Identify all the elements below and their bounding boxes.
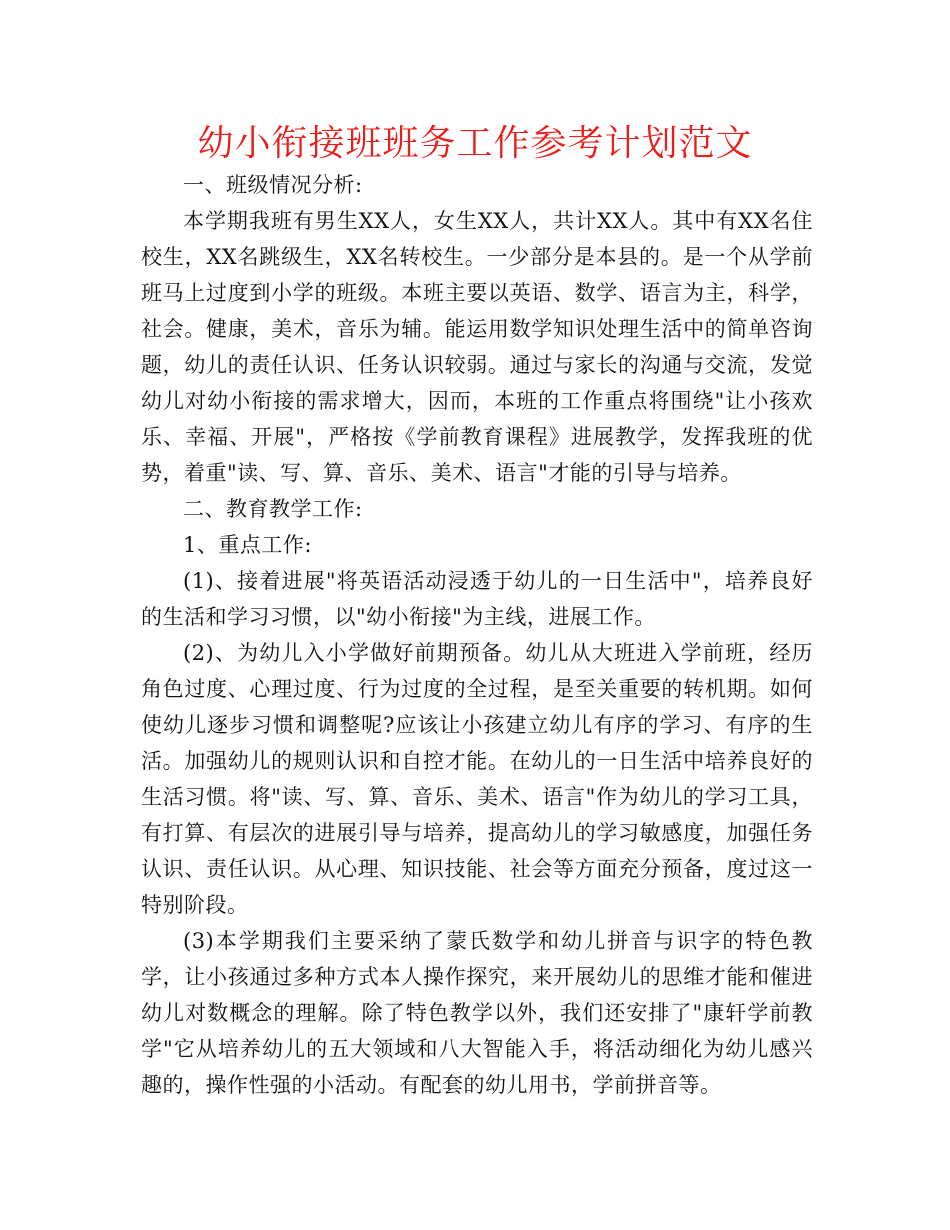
document-body [141, 167, 813, 1103]
section-heading-teaching-work: 二、教育教学工作: [183, 497, 363, 521]
paragraph-item-2: (2)、为幼儿入小学做好前期预备。幼儿从大班进入学前班，经历角色过度、心理过度、行为过度的全过程，是至关重要的转机期。如何使幼儿逐步习惯和调整呢?应该让小孩建立幼儿有序的学习、有序的生活。加强幼儿的规则认识和自控才能。在幼儿的一日生活中培养良好的生活习惯。将"读、写、算、音乐、美术、语言"作为幼儿的学习工具，有打算、有层次的进展引导与培养，提高幼儿的学习敏感度，加强任务认识、责任认识。从心理、知识技能、社会等方面充分预备，度过这一特别阶段。 [141, 641, 813, 917]
section-heading-class-analysis: 一、班级情况分析: [183, 173, 363, 197]
paragraph-item-3: (3)本学期我们主要采纳了蒙氏数学和幼儿拼音与识字的特色教学，让小孩通过多种方式本人操作探究，来开展幼儿的思维才能和催进幼儿对数概念的理解。除了特色教学以外，我们还安排了"康轩学前教学"它从培养幼儿的五大领域和八大智能入手，将活动细化为幼儿感兴趣的，操作性强的小活动。有配套的幼儿用书，学前拼音等。 [141, 929, 813, 1097]
document-title: 幼小衔接班班务工作参考计划范文 [197, 123, 753, 164]
subheading-key-work: 1、重点工作: [183, 533, 312, 557]
paragraph-item-1: (1)、接着进展"将英语活动浸透于幼儿的一日生活中"，培养良好的生活和学习习惯，以"幼小衔接"为主线，进展工作。 [141, 569, 813, 629]
paragraph-class-overview: 本学期我班有男生XX人，女生XX人，共计XX人。其中有XX名住校生，XX名跳级生，XX名转校生。一少部分是本县的。是一个从学前班马上过度到小学的班级。本班主要以英语、数学、语言为主，科学，社会。健康，美术，音乐为辅。能运用数学知识处理生活中的简单咨询题，幼儿的责任认识、任务认识较弱。通过与家长的沟通与交流，发觉幼儿对幼小衔接的需求增大，因而，本班的工作重点将围绕"让小孩欢乐、幸福、开展"，严格按《学前教育课程》进展教学，发挥我班的优势，着重"读、写、算、音乐、美术、语言"才能的引导与培养。 [141, 209, 813, 485]
